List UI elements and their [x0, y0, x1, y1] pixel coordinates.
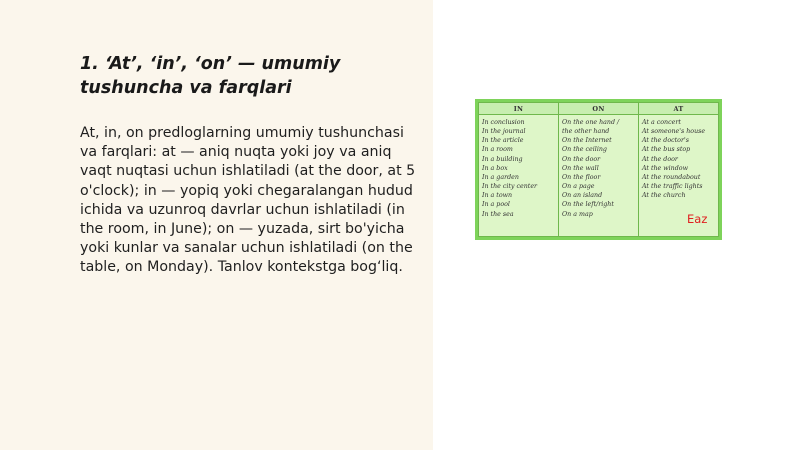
example-phrase: At the door [642, 155, 678, 163]
example-phrase: In the journal [482, 128, 526, 136]
example-phrase: At someone's house [642, 128, 706, 136]
example-phrase: At the church [642, 192, 686, 200]
watermark-text: Eaz [687, 212, 708, 226]
example-phrase: At the bus stop [642, 146, 691, 154]
example-phrase: In the sea [482, 210, 514, 218]
example-phrase: In a town [482, 192, 513, 200]
example-phrase: In a garden [482, 173, 519, 181]
slide-body-text: At, in, on predloglarning umumiy tushunchasi va farqlari: at — aniq nuqta yoki joy va aniq vaqt nuqtasi uchun ishlatiladi (at the door, at 5 o'clock); in — yopiq yoki chegaralangan hudud ichida va uzunroq davrlar uchun ishlatiladi (in the room, in June); on — yuzada, sirt bo'yicha yoki kunlar va sanalar uchun ishlatiladi (on the table, on Monday). Tanlov kontekstga bog‘liq. [80, 125, 416, 276]
column-on-examples [559, 115, 639, 237]
slide-title: 1. ‘At’, ‘in’, ‘on’ — umumiy tushuncha va farqlari [80, 54, 341, 98]
example-phrase: In conclusion [482, 119, 525, 126]
prepositions-table-image [475, 99, 722, 240]
example-phrase: At the window [642, 164, 688, 172]
example-phrase: On the left/right [562, 201, 614, 209]
example-phrase: the other hand [562, 128, 610, 136]
example-phrase: At the traffic lights [642, 183, 703, 191]
example-phrase: In a box [482, 164, 508, 172]
example-phrase: On the door [562, 155, 601, 163]
example-phrase: On a map [562, 210, 593, 218]
example-phrase: In the city center [482, 183, 538, 191]
column-header-at: AT [639, 103, 719, 115]
example-phrase: In a room [482, 146, 513, 154]
example-phrase: On an island [562, 192, 603, 200]
example-phrase: At the doctor's [642, 137, 689, 145]
example-phrase: On the Internet [562, 137, 612, 145]
example-phrase: On the one hand / [562, 119, 620, 126]
prepositions-table [478, 102, 719, 237]
column-header-on: ON [559, 103, 639, 115]
example-phrase: At a concert [642, 119, 681, 126]
example-phrase: In a pool [482, 201, 510, 209]
example-phrase: On the wall [562, 164, 599, 172]
column-in-examples [479, 115, 559, 237]
example-phrase: In a building [482, 155, 523, 163]
example-phrase: On a page [562, 183, 595, 191]
example-phrase: On the ceiling [562, 146, 607, 154]
example-phrase: In the article [482, 137, 524, 145]
example-phrase: At the roundabout [642, 173, 701, 181]
column-header-in: IN [479, 103, 559, 115]
example-phrase: On the floor [562, 173, 601, 181]
